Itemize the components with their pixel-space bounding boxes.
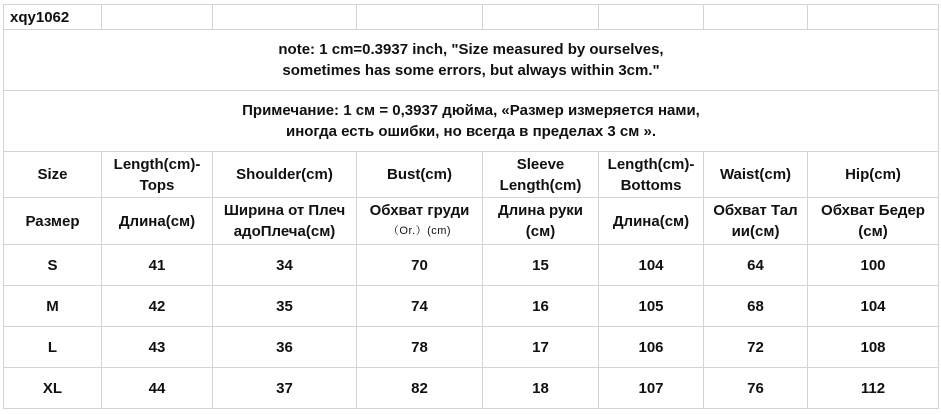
header-ru-cell <box>102 198 213 245</box>
value-cell: 64 <box>704 245 808 286</box>
header-ru-length-tops: Длина(см) <box>118 212 196 230</box>
header-en-sleeve-2: Length(cm) <box>499 176 582 194</box>
size-cell: XL <box>4 368 102 409</box>
note-ru-row <box>4 91 939 152</box>
value-cell: 106 <box>599 327 704 368</box>
header-ru-length-bottoms: Длина(см) <box>612 212 690 230</box>
value-cell: 70 <box>357 245 483 286</box>
table-row <box>4 286 939 327</box>
value-cell: 36 <box>213 327 357 368</box>
size-cell: S <box>4 245 102 286</box>
value-cell: 82 <box>357 368 483 409</box>
header-ru-waist-1: Обхват Тал <box>713 202 798 219</box>
header-ru-bust-1: Обхват груди <box>369 202 470 219</box>
header-ru-sleeve-1: Длина руки <box>497 202 584 219</box>
value-cell: 108 <box>808 327 939 368</box>
empty-cell <box>483 5 599 30</box>
value-cell: 107 <box>599 368 704 409</box>
header-ru-cell <box>483 198 599 245</box>
value-cell: 78 <box>357 327 483 368</box>
size-chart-table <box>3 4 939 409</box>
header-ru-cell <box>4 198 102 245</box>
value-cell: 16 <box>483 286 599 327</box>
header-ru-waist-2: ии(см) <box>731 223 780 240</box>
header-ru-cell <box>808 198 939 245</box>
size-cell: L <box>4 327 102 368</box>
note-ru-line2: иногда есть ошибки, но всегда в пределах 3 см ». <box>285 123 657 140</box>
header-en-length-bottoms-2: Bottoms <box>620 176 682 194</box>
value-cell: 76 <box>704 368 808 409</box>
table-row <box>4 368 939 409</box>
header-en-hip: Hip(cm) <box>845 166 901 183</box>
header-ru-row <box>4 198 939 245</box>
value-cell: 42 <box>102 286 213 327</box>
value-cell: 37 <box>213 368 357 409</box>
empty-cell <box>102 5 213 30</box>
value-cell: 112 <box>808 368 939 409</box>
header-ru-cell <box>357 198 483 245</box>
note-en <box>4 30 939 91</box>
value-cell: 35 <box>213 286 357 327</box>
header-en-cell <box>483 152 599 198</box>
header-en-shoulder: Shoulder(cm) <box>236 166 333 183</box>
header-en-waist: Waist(cm) <box>719 166 792 183</box>
note-ru <box>4 91 939 152</box>
header-en-cell <box>357 152 483 198</box>
note-en-line2: sometimes has some errors, but always within 3cm." <box>282 62 660 79</box>
header-en-cell <box>102 152 213 198</box>
value-cell: 34 <box>213 245 357 286</box>
header-en-size: Size <box>37 166 68 183</box>
size-cell: M <box>4 286 102 327</box>
header-en-length-tops-2: Tops <box>139 176 175 194</box>
value-cell: 44 <box>102 368 213 409</box>
header-ru-hip-1: Обхват Бедер <box>821 202 925 219</box>
value-cell: 41 <box>102 245 213 286</box>
header-en-cell <box>808 152 939 198</box>
code-row <box>4 5 939 30</box>
empty-cell <box>808 5 939 30</box>
value-cell: 17 <box>483 327 599 368</box>
value-cell: 72 <box>704 327 808 368</box>
header-ru-cell <box>704 198 808 245</box>
empty-cell <box>357 5 483 30</box>
header-ru-size: Размер <box>25 212 80 230</box>
header-ru-sleeve-2: (см) <box>525 223 556 240</box>
value-cell: 68 <box>704 286 808 327</box>
empty-cell <box>704 5 808 30</box>
table-row <box>4 245 939 286</box>
header-en-bust: Bust(cm) <box>386 166 452 183</box>
item-code: xqy1062 <box>4 5 102 30</box>
value-cell: 104 <box>808 286 939 327</box>
value-cell: 43 <box>102 327 213 368</box>
header-en-cell <box>213 152 357 198</box>
header-en-length-bottoms-1: Length(cm)- <box>607 155 695 173</box>
header-en-row <box>4 152 939 198</box>
value-cell: 18 <box>483 368 599 409</box>
header-ru-shoulder-2: адоПлеча(см) <box>233 223 336 240</box>
header-ru-cell <box>213 198 357 245</box>
header-en-cell <box>4 152 102 198</box>
empty-cell <box>213 5 357 30</box>
header-ru-cell <box>599 198 704 245</box>
value-cell: 15 <box>483 245 599 286</box>
header-en-cell <box>599 152 704 198</box>
table-row <box>4 327 939 368</box>
note-en-row <box>4 30 939 91</box>
header-en-sleeve-1: Sleeve <box>516 155 565 173</box>
empty-cell <box>599 5 704 30</box>
header-en-length-tops-1: Length(cm)- <box>113 155 201 173</box>
value-cell: 74 <box>357 286 483 327</box>
note-ru-line1: Примечание: 1 см = 0,3937 дюйма, «Размер измеряется нами, <box>242 102 700 119</box>
header-ru-bust-2: （Or.）(cm) <box>387 225 452 237</box>
header-ru-hip-2: (см) <box>858 223 888 240</box>
header-en-cell <box>704 152 808 198</box>
value-cell: 104 <box>599 245 704 286</box>
value-cell: 100 <box>808 245 939 286</box>
value-cell: 105 <box>599 286 704 327</box>
note-en-line1: note: 1 cm=0.3937 inch, "Size measured by ourselves, <box>278 41 664 58</box>
header-ru-shoulder-1: Ширина от Плеч <box>223 202 346 219</box>
